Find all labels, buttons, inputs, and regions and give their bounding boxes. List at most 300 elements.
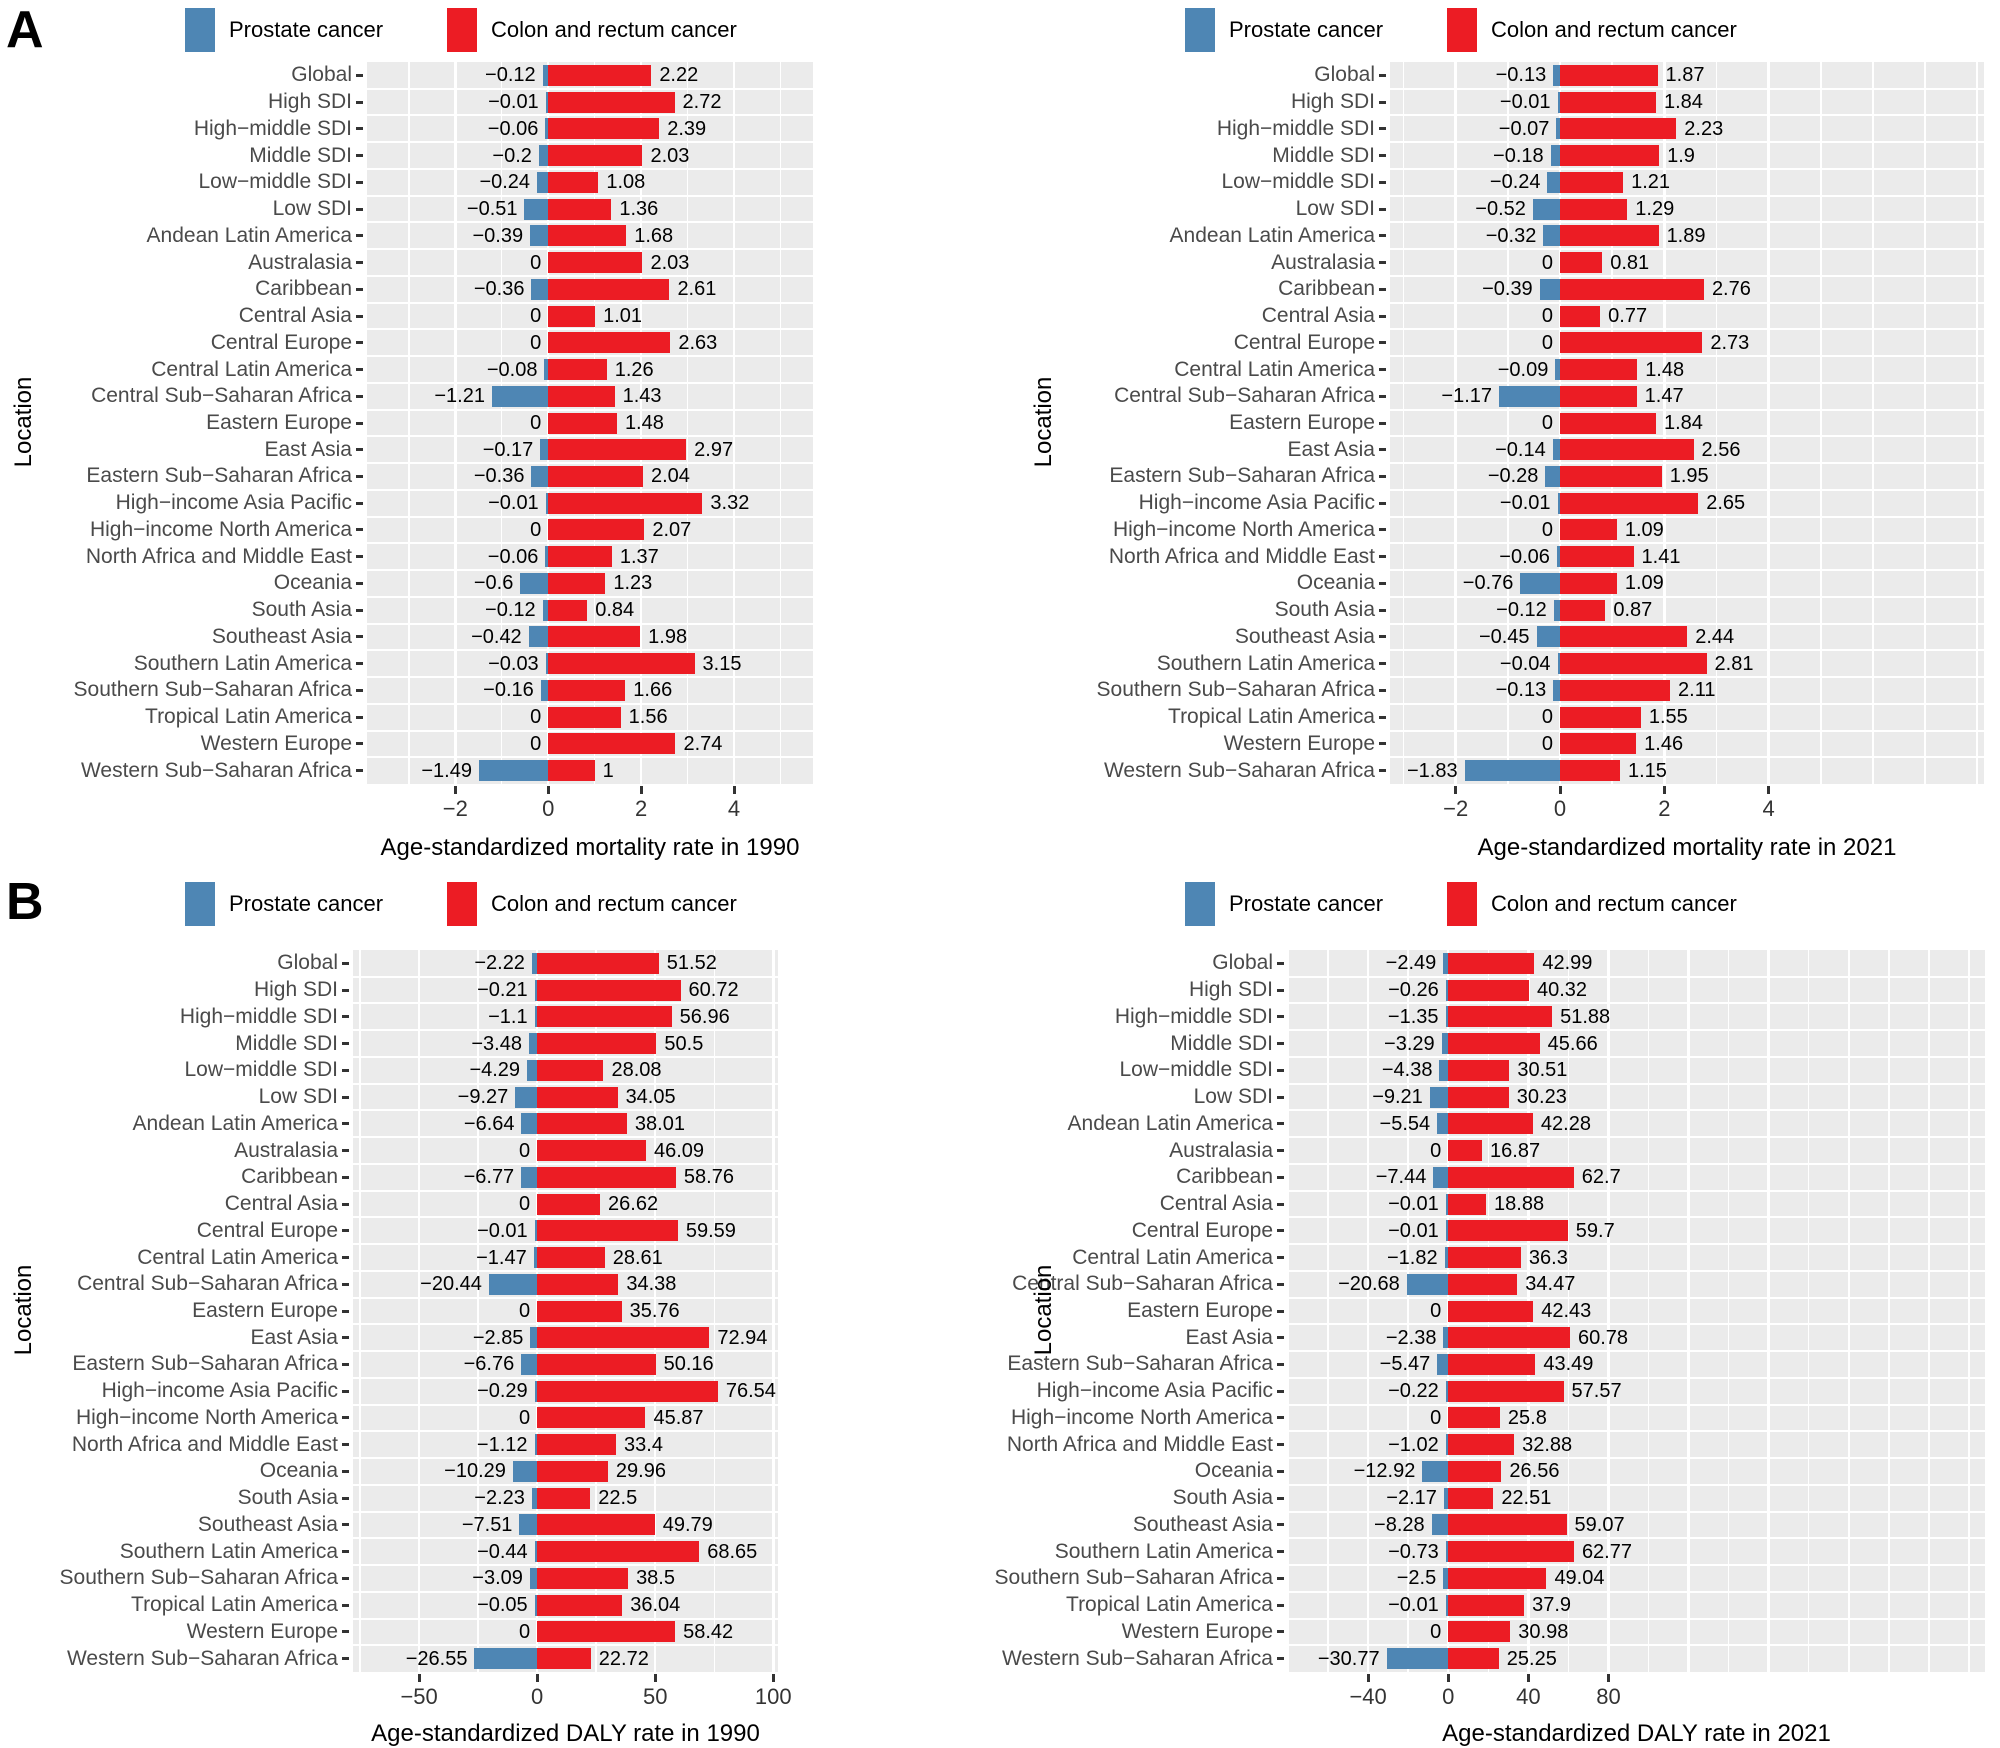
legend-swatch-colon <box>1447 8 1477 52</box>
y-tick <box>1277 1390 1284 1393</box>
location-label: Caribbean <box>255 277 352 301</box>
location-label: Southeast Asia <box>1234 624 1375 648</box>
bar-prostate <box>1537 626 1560 647</box>
row-separator <box>367 462 813 464</box>
x-tick <box>1447 1674 1450 1682</box>
bar-prostate <box>530 1327 537 1348</box>
y-tick <box>1379 234 1386 237</box>
x-tick-label: −40 <box>1349 1684 1387 1709</box>
value-label-prostate: −0.36 <box>473 465 525 488</box>
bar-colon <box>537 1381 718 1402</box>
location-label: North Africa and Middle East <box>1006 1432 1273 1456</box>
location-label: Southern Sub−Saharan Africa <box>73 678 352 702</box>
y-tick <box>342 1363 349 1366</box>
value-label-prostate: −0.12 <box>1496 599 1547 622</box>
location-label: High−income Asia Pacific <box>101 1379 338 1403</box>
row-separator <box>1288 1002 1985 1004</box>
row-separator <box>353 1002 778 1004</box>
legend-label-colon: Colon and rectum cancer <box>1491 891 1737 916</box>
bar-colon <box>537 1274 618 1295</box>
bar-prostate <box>1533 199 1560 220</box>
row-separator <box>367 703 813 705</box>
value-label-colon: 45.87 <box>653 1406 704 1429</box>
y-tick <box>1277 962 1284 965</box>
row-separator <box>1390 248 1984 250</box>
legend-label-colon: Colon and rectum cancer <box>491 17 737 42</box>
value-label-colon: 2.61 <box>677 278 717 301</box>
y-tick <box>1277 1470 1284 1473</box>
value-label-colon: 2.03 <box>650 144 690 167</box>
bar-colon <box>1560 680 1670 701</box>
location-label: Low−middle SDI <box>198 170 352 194</box>
bar-colon <box>537 1140 646 1161</box>
legend-label-prostate: Prostate cancer <box>229 17 384 42</box>
row-separator <box>367 302 813 304</box>
bar-prostate <box>1465 760 1560 781</box>
value-label-prostate: 0 <box>1541 732 1554 755</box>
y-tick <box>342 1336 349 1339</box>
location-label: Caribbean <box>1278 277 1375 301</box>
value-label-prostate: −1.02 <box>1388 1433 1439 1456</box>
value-label-colon: 45.66 <box>1547 1032 1598 1055</box>
x-tick <box>1767 786 1770 794</box>
value-label-prostate: −0.04 <box>1499 652 1551 675</box>
x-tick-label: 0 <box>1553 796 1567 821</box>
row-separator <box>1390 703 1984 705</box>
location-label: Middle SDI <box>1272 143 1375 167</box>
y-tick <box>342 1203 349 1206</box>
value-label-prostate: 0 <box>1541 305 1554 328</box>
value-label-colon: 59.59 <box>685 1219 736 1242</box>
bar-colon <box>537 1167 676 1188</box>
row-separator <box>1288 1056 1985 1058</box>
y-tick <box>342 1122 349 1125</box>
y-tick <box>356 502 363 505</box>
row-separator <box>1390 195 1984 197</box>
bar-colon <box>548 466 643 487</box>
value-label-colon: 2.76 <box>1711 278 1751 301</box>
bar-colon <box>548 118 659 139</box>
value-label-colon: 1.23 <box>613 572 653 595</box>
location-label: Oceania <box>1194 1459 1273 1483</box>
value-label-prostate: 0 <box>1541 412 1554 434</box>
y-tick <box>356 315 363 318</box>
bar-colon <box>1448 1541 1574 1562</box>
value-label-prostate: −1.21 <box>434 385 485 408</box>
location-label: Global <box>1314 63 1375 87</box>
bar-prostate <box>474 1648 537 1669</box>
value-label-colon: 60.78 <box>1577 1326 1629 1349</box>
value-label-prostate: −0.18 <box>1493 144 1544 167</box>
value-label-colon: 50.5 <box>664 1032 704 1055</box>
bar-prostate <box>521 1167 537 1188</box>
row-separator <box>353 976 778 978</box>
y-tick <box>342 1604 349 1607</box>
row-separator <box>353 1056 778 1058</box>
value-label-colon: 1.56 <box>628 706 668 729</box>
y-tick <box>342 1310 349 1313</box>
row-separator <box>1390 168 1984 170</box>
value-label-prostate: −20.44 <box>420 1273 482 1296</box>
row-separator <box>367 355 813 357</box>
x-tick <box>772 1674 775 1682</box>
location-label: Caribbean <box>1176 1165 1273 1189</box>
value-label-prostate: −1.12 <box>476 1433 528 1456</box>
y-tick <box>1277 1577 1284 1580</box>
value-label-colon: 2.72 <box>682 91 722 114</box>
x-tick-label: 0 <box>531 1684 544 1709</box>
row-separator <box>367 516 813 518</box>
legend-label-prostate: Prostate cancer <box>1229 891 1384 916</box>
y-tick <box>356 288 363 291</box>
bar-colon <box>548 680 625 701</box>
y-tick <box>356 154 363 157</box>
row-separator <box>1390 302 1984 304</box>
bar-colon <box>548 707 620 728</box>
value-label-prostate: −0.14 <box>1495 438 1546 461</box>
bar-colon <box>537 1488 590 1509</box>
y-tick <box>342 1443 349 1446</box>
row-separator <box>1390 114 1984 116</box>
value-label-prostate: −0.29 <box>477 1380 528 1403</box>
x-tick-label: 4 <box>1762 796 1775 821</box>
value-label-prostate: −0.13 <box>1495 679 1547 702</box>
x-tick <box>1559 786 1562 794</box>
y-tick <box>1277 1069 1284 1072</box>
value-label-colon: 49.79 <box>662 1513 713 1536</box>
value-label-colon: 1.89 <box>1666 224 1706 247</box>
value-label-prostate: 0 <box>1430 1406 1442 1429</box>
location-label: Middle SDI <box>1170 1031 1273 1055</box>
location-label: Central Latin America <box>1072 1245 1273 1269</box>
bar-prostate <box>1547 172 1560 193</box>
row-separator <box>1288 1216 1985 1218</box>
y-tick <box>342 1096 349 1099</box>
bar-colon <box>548 199 611 220</box>
row-separator <box>1390 275 1984 277</box>
value-label-colon: 1.09 <box>1624 518 1664 541</box>
bar-colon <box>1560 386 1637 407</box>
y-tick <box>356 234 363 237</box>
bar-colon <box>1560 145 1659 166</box>
value-label-prostate: 0 <box>1541 331 1554 354</box>
value-label-colon: 35.76 <box>629 1300 680 1322</box>
value-label-prostate: −0.07 <box>1498 117 1550 140</box>
y-tick <box>356 74 363 77</box>
value-label-colon: 1.48 <box>1645 358 1685 381</box>
value-label-colon: 37.9 <box>1532 1594 1572 1617</box>
location-label: Western Sub−Saharan Africa <box>1103 758 1375 782</box>
value-label-prostate: 0 <box>519 1406 531 1429</box>
bar-prostate <box>1553 439 1560 460</box>
value-label-colon: 2.39 <box>667 117 707 140</box>
y-tick <box>342 1550 349 1553</box>
value-label-colon: 50.16 <box>663 1353 714 1376</box>
location-label: Eastern Europe <box>192 1298 338 1322</box>
y-tick <box>342 1630 349 1633</box>
row-separator <box>353 1270 778 1272</box>
location-label: Eastern Sub−Saharan Africa <box>72 1352 338 1376</box>
axis-title-x: Age-standardized DALY rate in 2021 <box>1442 1720 1831 1747</box>
y-tick <box>356 181 363 184</box>
y-tick <box>356 689 363 692</box>
location-label: Low SDI <box>1193 1085 1273 1109</box>
row-separator <box>1288 1430 1985 1432</box>
bar-prostate <box>530 1568 537 1589</box>
bar-colon <box>548 225 626 246</box>
value-label-colon: 36.3 <box>1528 1246 1568 1269</box>
y-tick <box>1277 1015 1284 1018</box>
bar-colon <box>1560 733 1636 754</box>
value-label-colon: 22.5 <box>598 1487 638 1510</box>
value-label-colon: 62.77 <box>1581 1540 1632 1563</box>
value-label-prostate: −1.35 <box>1387 1005 1439 1028</box>
x-tick <box>536 1674 539 1682</box>
value-label-colon: 34.47 <box>1525 1273 1576 1296</box>
value-label-colon: 2.81 <box>1714 652 1754 675</box>
location-label: Central Europe <box>210 330 352 354</box>
row-separator <box>1288 1564 1985 1566</box>
y-tick <box>342 1042 349 1045</box>
value-label-prostate: −0.22 <box>1388 1380 1439 1403</box>
y-tick <box>1277 1443 1284 1446</box>
location-label: Low−middle SDI <box>1119 1058 1273 1082</box>
row-separator <box>367 435 813 437</box>
y-tick <box>342 1149 349 1152</box>
bar-colon <box>548 600 587 621</box>
row-separator <box>367 328 813 330</box>
y-tick <box>1277 1604 1284 1607</box>
location-label: High−income Asia Pacific <box>1138 491 1375 515</box>
value-label-colon: 72.94 <box>717 1326 768 1349</box>
row-separator <box>1288 1270 1985 1272</box>
y-tick <box>342 1015 349 1018</box>
bar-colon <box>1448 1301 1533 1322</box>
value-label-prostate: −5.47 <box>1379 1353 1431 1376</box>
value-label-prostate: −10.29 <box>444 1460 506 1483</box>
bar-colon <box>1448 1167 1574 1188</box>
row-separator <box>1390 221 1984 223</box>
bar-colon <box>537 1514 655 1535</box>
bar-colon <box>548 145 642 166</box>
value-label-prostate: −0.26 <box>1388 979 1439 1002</box>
value-label-colon: 62.7 <box>1581 1166 1621 1189</box>
row-separator <box>353 1430 778 1432</box>
row-separator <box>1288 1109 1985 1111</box>
bar-colon <box>1560 573 1617 594</box>
value-label-prostate: −6.77 <box>463 1166 515 1189</box>
value-label-prostate: −0.06 <box>487 545 539 568</box>
y-tick <box>1379 448 1386 451</box>
location-label: Low−middle SDI <box>184 1058 338 1082</box>
value-label-prostate: −0.32 <box>1485 224 1537 247</box>
bar-colon <box>1560 493 1698 514</box>
y-tick <box>342 1497 349 1500</box>
row-separator <box>367 649 813 651</box>
row-separator <box>367 542 813 544</box>
bar-colon <box>548 279 669 300</box>
y-tick <box>342 962 349 965</box>
bar-prostate <box>531 466 548 487</box>
bar-prostate <box>530 225 548 246</box>
y-tick <box>356 261 363 264</box>
value-label-prostate: −0.21 <box>477 979 528 1002</box>
value-label-prostate: 0 <box>1430 1300 1442 1322</box>
row-separator <box>1390 596 1984 598</box>
y-tick <box>1379 101 1386 104</box>
row-separator <box>367 141 813 143</box>
x-tick <box>1454 786 1457 794</box>
location-label: Low SDI <box>258 1085 338 1109</box>
value-label-colon: 30.23 <box>1516 1086 1567 1109</box>
x-tick <box>418 1674 421 1682</box>
value-label-colon: 25.8 <box>1507 1406 1547 1429</box>
value-label-prostate: −0.05 <box>477 1594 528 1617</box>
bar-prostate <box>492 386 548 407</box>
y-tick <box>1379 74 1386 77</box>
location-label: Global <box>1212 951 1273 975</box>
value-label-prostate: 0 <box>1430 1620 1442 1643</box>
bar-prostate <box>1430 1087 1448 1108</box>
value-label-prostate: −2.5 <box>1396 1567 1437 1590</box>
axis-title-y: Location <box>10 1264 37 1356</box>
row-separator <box>1288 1243 1985 1245</box>
y-tick <box>1277 1416 1284 1419</box>
bar-colon <box>537 1220 678 1241</box>
bar-prostate <box>527 1060 537 1081</box>
bar-prostate <box>540 439 548 460</box>
y-tick <box>1379 769 1386 772</box>
bar-colon <box>537 1461 608 1482</box>
row-separator <box>353 1323 778 1325</box>
y-tick <box>356 528 363 531</box>
location-label: Tropical Latin America <box>1168 705 1375 729</box>
location-label: Southern Sub−Saharan Africa <box>994 1566 1273 1590</box>
legend-label-colon: Colon and rectum cancer <box>1491 17 1737 42</box>
location-label: Eastern Sub−Saharan Africa <box>86 464 352 488</box>
bar-colon <box>1448 1595 1524 1616</box>
bar-colon <box>1448 1434 1514 1455</box>
row-separator <box>367 676 813 678</box>
row-separator <box>353 1537 778 1539</box>
location-label: North Africa and Middle East <box>85 544 352 568</box>
value-label-colon: 1.26 <box>614 358 654 381</box>
value-label-prostate: −3.29 <box>1384 1032 1435 1055</box>
axis-title-x: Age-standardized DALY rate in 1990 <box>371 1720 760 1747</box>
bar-colon <box>1560 92 1656 113</box>
y-tick <box>356 716 363 719</box>
value-label-colon: 1.41 <box>1641 545 1681 568</box>
row-separator <box>1390 141 1984 143</box>
bar-colon <box>1448 1113 1533 1134</box>
value-label-colon: 18.88 <box>1494 1193 1545 1216</box>
value-label-prostate: 0 <box>530 412 542 434</box>
bar-colon <box>1560 626 1687 647</box>
y-tick <box>356 769 363 772</box>
y-tick <box>1277 1149 1284 1152</box>
axis-title-y: Location <box>10 376 37 468</box>
bar-colon <box>1448 1648 1499 1669</box>
value-label-colon: 0.81 <box>1610 251 1650 274</box>
value-label-colon: 2.97 <box>694 438 734 461</box>
bar-prostate <box>529 1033 537 1054</box>
value-label-colon: 56.96 <box>679 1005 730 1028</box>
value-label-prostate: −1.82 <box>1386 1246 1438 1269</box>
bar-prostate <box>1437 1354 1448 1375</box>
value-label-colon: 30.98 <box>1518 1620 1569 1643</box>
location-label: Caribbean <box>241 1165 338 1189</box>
value-label-colon: 1.09 <box>1624 572 1664 595</box>
y-tick <box>1277 1310 1284 1313</box>
value-label-colon: 1.87 <box>1665 64 1705 87</box>
value-label-colon: 40.32 <box>1536 979 1588 1002</box>
row-separator <box>1390 649 1984 651</box>
value-label-prostate: −7.44 <box>1375 1166 1427 1189</box>
value-label-prostate: −0.52 <box>1475 198 1526 221</box>
value-label-colon: 32.88 <box>1522 1433 1573 1456</box>
location-label: North Africa and Middle East <box>71 1432 338 1456</box>
bar-colon <box>548 493 702 514</box>
legend-swatch-prostate <box>185 882 215 926</box>
bar-colon <box>548 252 642 273</box>
location-label: Australasia <box>234 1138 338 1162</box>
location-label: Central Asia <box>224 1192 338 1216</box>
value-label-prostate: −7.51 <box>461 1513 513 1536</box>
value-label-prostate: −0.17 <box>482 438 534 461</box>
value-label-prostate: −4.29 <box>469 1059 521 1082</box>
row-separator <box>367 248 813 250</box>
row-separator <box>1288 1297 1985 1299</box>
bar-prostate <box>1540 279 1560 300</box>
bar-prostate <box>521 1113 537 1134</box>
bar-colon <box>1560 252 1602 273</box>
x-tick <box>1607 1674 1610 1682</box>
location-label: High−middle SDI <box>1216 116 1375 140</box>
y-tick <box>1277 1363 1284 1366</box>
y-tick <box>356 422 363 425</box>
location-label: Australasia <box>1271 250 1375 274</box>
y-tick <box>1277 1336 1284 1339</box>
bar-colon <box>1560 546 1634 567</box>
x-tick <box>1527 1674 1530 1682</box>
bar-colon <box>537 1060 603 1081</box>
bar-colon <box>548 386 614 407</box>
value-label-prostate: −1.17 <box>1441 385 1492 408</box>
location-label: Southern Sub−Saharan Africa <box>1096 678 1375 702</box>
location-label: Western Europe <box>186 1619 338 1643</box>
value-label-colon: 59.07 <box>1574 1513 1625 1536</box>
legend-label-prostate: Prostate cancer <box>229 891 384 916</box>
y-tick <box>1277 1550 1284 1553</box>
row-separator <box>1390 382 1984 384</box>
value-label-prostate: −0.01 <box>1499 492 1551 515</box>
value-label-colon: 0.77 <box>1608 305 1648 328</box>
x-tick-label: 2 <box>634 796 648 821</box>
bar-colon <box>548 439 686 460</box>
x-tick-label: 50 <box>642 1684 668 1709</box>
row-separator <box>1390 462 1984 464</box>
bar-colon <box>1560 760 1620 781</box>
value-label-prostate: 0 <box>1541 706 1554 729</box>
location-label: Southeast Asia <box>211 624 352 648</box>
value-label-colon: 1.29 <box>1635 198 1675 221</box>
x-tick <box>733 786 736 794</box>
value-label-prostate: −6.76 <box>463 1353 515 1376</box>
x-tick-label: 100 <box>754 1684 792 1709</box>
y-tick <box>1277 1176 1284 1179</box>
axis-title-x: Age-standardized mortality rate in 1990 <box>380 834 800 861</box>
bar-colon <box>1560 466 1662 487</box>
